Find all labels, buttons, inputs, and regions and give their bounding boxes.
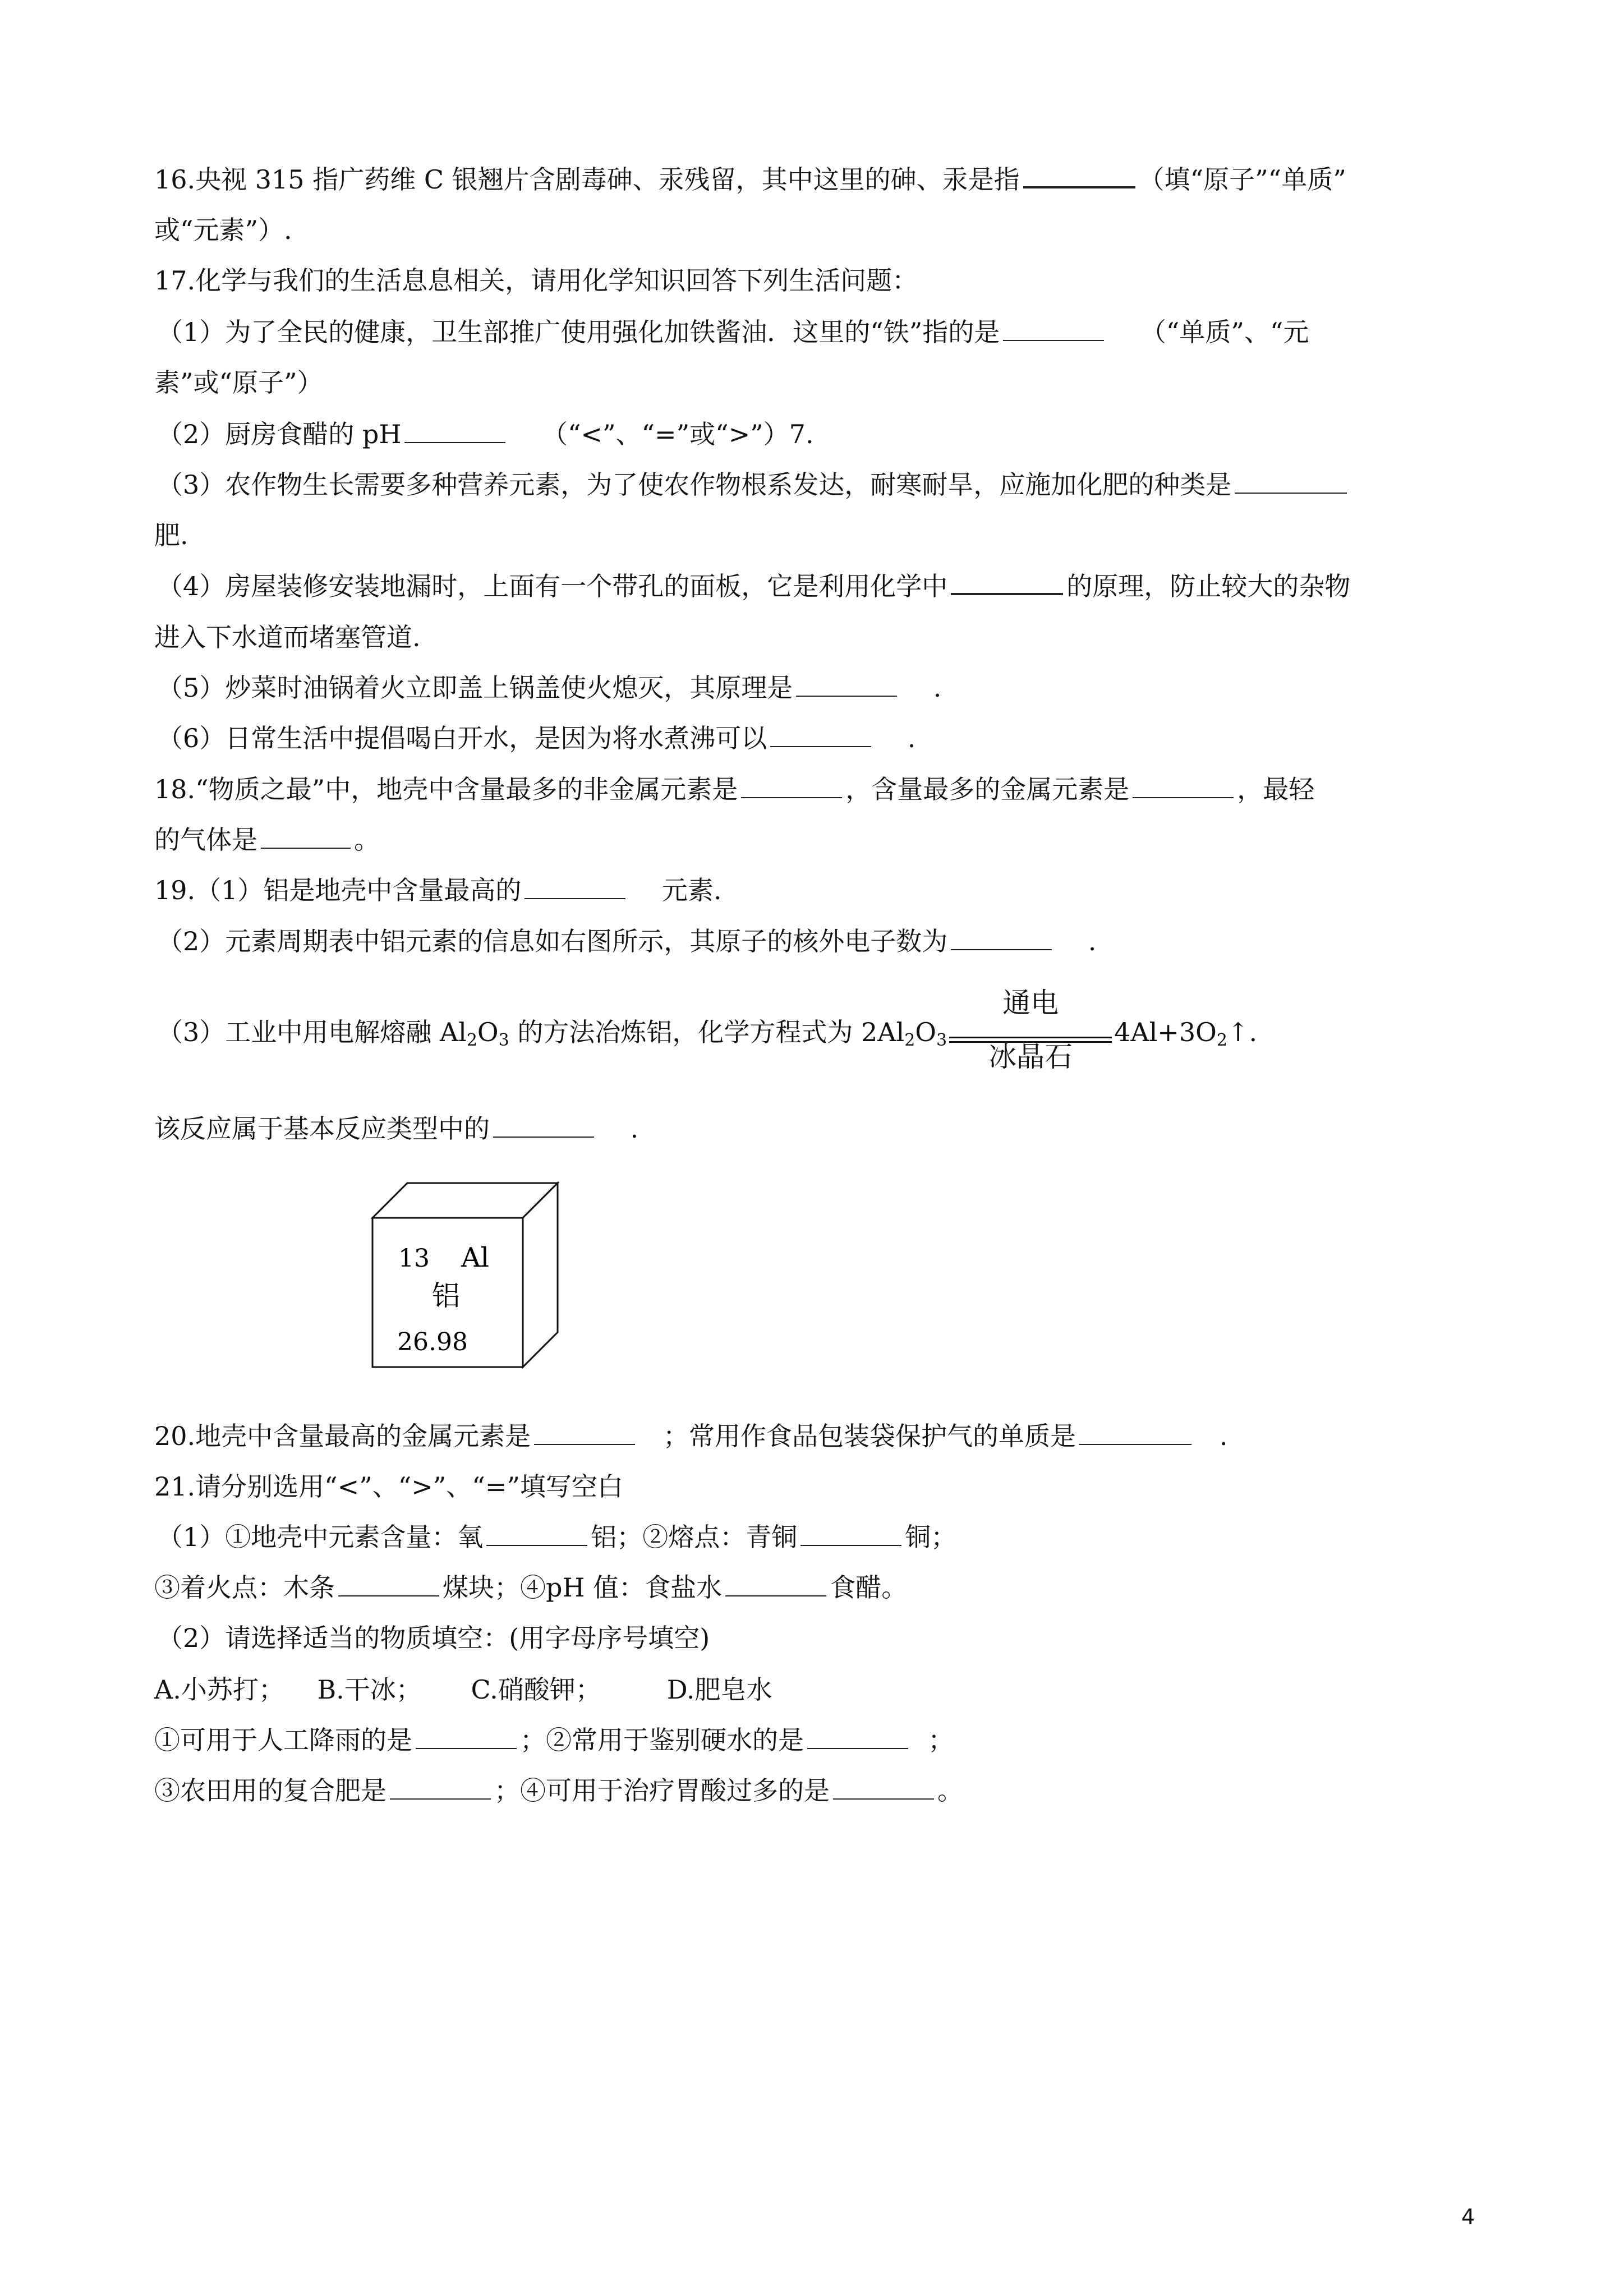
q17-4-line2: 进入下水道而堵塞管道.: [154, 622, 421, 652]
option-b: B.干冰；: [317, 1674, 422, 1705]
answer-blank[interactable]: [416, 1726, 517, 1749]
atomic-mass: 26.98: [397, 1328, 468, 1356]
q21-2-title: （2）请选择适当的物质填空：(用字母序号填空): [157, 1623, 710, 1653]
q17-5: （5）炒菜时油锅着火立即盖上锅盖使火熄灭，其原理是 .: [157, 673, 942, 703]
answer-blank[interactable]: [796, 673, 897, 697]
q19-1: 19.（1）铝是地壳中含量最高的 元素.: [154, 875, 722, 905]
answer-blank[interactable]: [770, 724, 871, 747]
q19-3-line2: 该反应属于基本反应类型中的 .: [154, 1114, 639, 1144]
answer-blank[interactable]: [486, 1522, 587, 1546]
q17-4-line1: （4）房屋装修安装地漏时，上面有一个带孔的面板，它是利用化学中 的原理，防止较大的杂物: [157, 571, 1351, 601]
q17-6: （6）日常生活中提倡喝白开水，是因为将水煮沸可以 .: [157, 723, 916, 753]
q19-3-equation-line: （3）工业中用电解熔融 $Al_2O_3$ 的方法冶炼铝，化学方程式为 $2Al_2O_3$ 通电 冰晶石 $4Al+3O_2↑$.: [157, 987, 1258, 1073]
answer-blank[interactable]: [1023, 164, 1135, 188]
q17-2: （2）厨房食醋的 pH （“<”、“=”或“>”）7.: [157, 419, 814, 449]
q17-1-line1: （1）为了全民的健康，卫生部推广使用强化加铁酱油．这里的“铁”指的是 （“单质”、“元: [157, 317, 1309, 347]
answer-blank[interactable]: [801, 1522, 901, 1546]
q16-line2: 或“元素”）.: [154, 215, 292, 245]
q21-2-line2: ③农田用的复合肥是 ；④可用于治疗胃酸过多的是 。: [154, 1775, 963, 1806]
q18-line1: 18.“物质之最”中，地壳中含量最多的非金属元素是 ，含量最多的金属元素是 ，最轻: [154, 774, 1315, 804]
q16-line1: 16.央视 315 指广药维 C 银翘片含剧毒砷、汞残留，其中这里的砷、汞是指 （填“原子”“单质”: [154, 164, 1346, 195]
answer-blank[interactable]: [1235, 470, 1347, 494]
q18-line2: 的气体是 。: [154, 825, 380, 855]
answer-blank[interactable]: [1003, 318, 1104, 341]
q21-2-line1: ①可用于人工降雨的是 ；②常用于鉴别硬水的是 ；: [154, 1725, 954, 1755]
q17-3-line1: （3）农作物生长需要多种营养元素，为了使农作物根系发达，耐寒耐旱，应施加化肥的种类是: [157, 468, 1350, 501]
q21-1-line2: ③着火点：木条 煤块；④pH 值：食盐水 食醋。: [154, 1572, 908, 1603]
answer-blank[interactable]: [390, 1776, 491, 1800]
q17-1-line2: 素”或“原子”）: [154, 367, 323, 398]
answer-blank[interactable]: [833, 1776, 934, 1800]
answer-blank[interactable]: [741, 775, 842, 798]
answer-blank[interactable]: [1133, 775, 1234, 798]
reaction-condition: 通电 冰晶石: [949, 1015, 1112, 1049]
answer-blank[interactable]: [725, 1573, 826, 1596]
answer-blank[interactable]: [951, 927, 1052, 950]
q21-title: 21.请分别选用“<”、“>”、“=”填写空白: [154, 1471, 623, 1502]
answer-blank[interactable]: [1079, 1421, 1191, 1445]
option-d: D.肥皂水: [666, 1674, 772, 1705]
answer-blank[interactable]: [951, 570, 1063, 595]
answer-blank[interactable]: [534, 1421, 635, 1445]
element-name: 铝: [432, 1280, 460, 1312]
element-symbol: Al: [461, 1242, 490, 1273]
page-number: 4: [1461, 2205, 1475, 2229]
answer-blank[interactable]: [525, 876, 625, 899]
aluminum-element-card: [370, 1181, 561, 1372]
q19-2: （2）元素周期表中铝元素的信息如右图所示，其原子的核外电子数为 .: [157, 926, 1097, 956]
q21-options: [154, 1673, 772, 1706]
q17-title: 17.化学与我们的生活息息相关，请用化学知识回答下列生活问题：: [154, 265, 918, 296]
answer-blank[interactable]: [338, 1573, 439, 1596]
atomic-number: 13: [398, 1244, 430, 1273]
q17-3-line2: 肥.: [154, 520, 188, 550]
answer-blank[interactable]: [493, 1114, 594, 1138]
answer-blank[interactable]: [261, 825, 351, 849]
option-c: C.硝酸钾；: [471, 1674, 601, 1705]
option-a: A.小苏打；: [154, 1674, 284, 1705]
q20: 20.地壳中含量最高的金属元素是 ；常用作食品包装袋保护气的单质是 .: [154, 1421, 1228, 1451]
q21-1-line1: （1）①地壳中元素含量：氧 铝；②熔点：青铜 铜；: [157, 1522, 957, 1552]
answer-blank[interactable]: [807, 1726, 908, 1749]
answer-blank[interactable]: [404, 420, 505, 443]
